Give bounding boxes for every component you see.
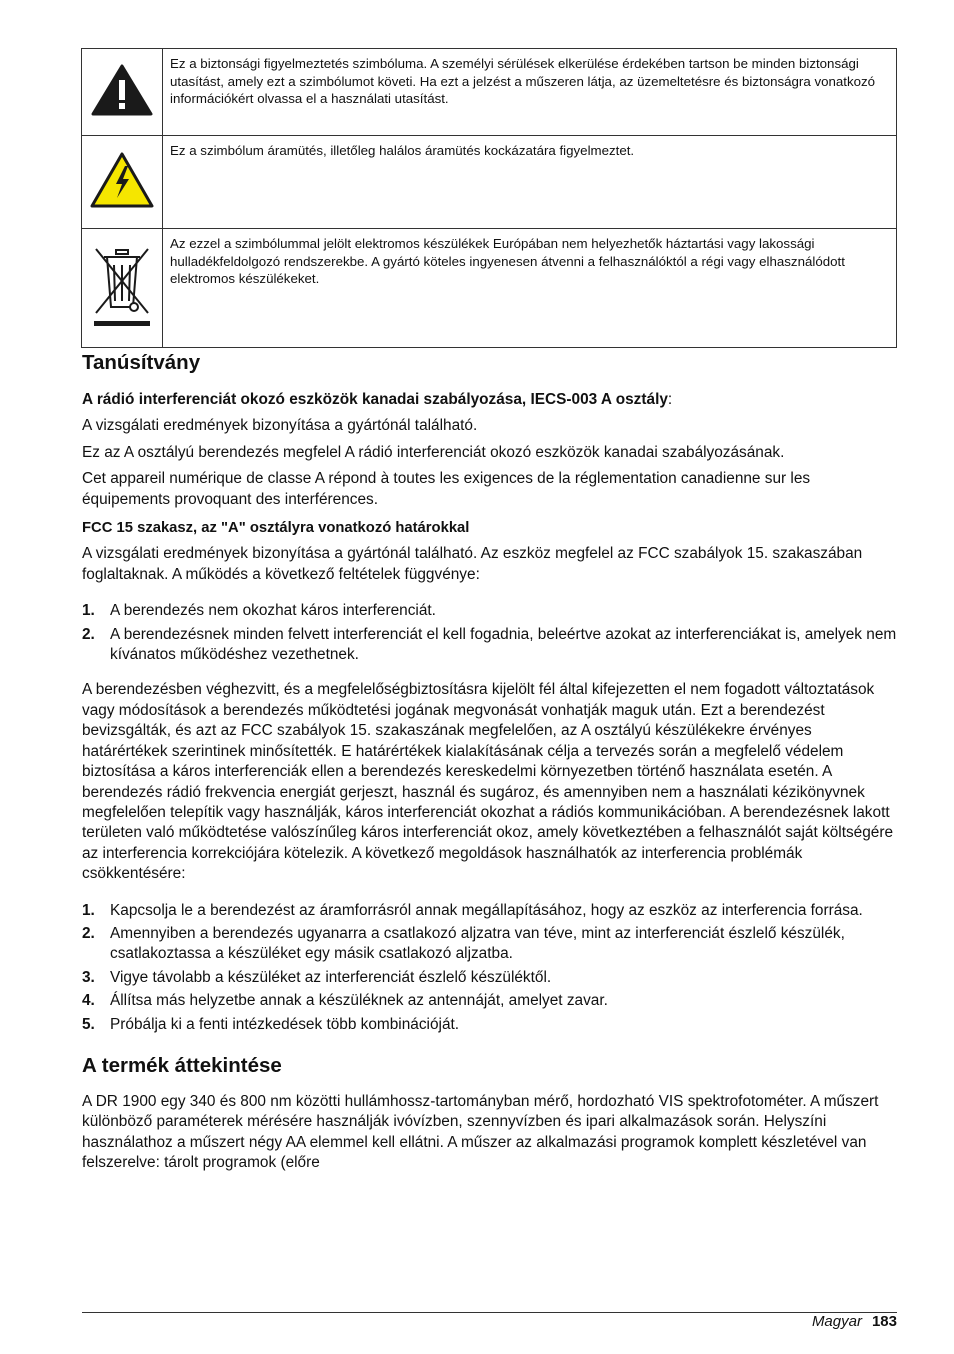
electric-shock-icon <box>89 151 155 209</box>
list-item <box>82 991 897 1011</box>
page-number: 183 <box>871 1313 897 1330</box>
remedies-list <box>82 901 897 1035</box>
conditions-list <box>82 601 897 665</box>
list-number: 2. <box>82 625 95 643</box>
symbol-description: Ez a biztonsági figyelmeztetés szimbóluma. A személyi sérülések elkerülése érdekében tartson be minden biztonsági utasítást, amely ezt a szimbólumot követi. Ha ezt a jelzést a műszeren látja, az üzemeltetésre és biztonságra vonatkozó információkért olvassa el a használati utasítást. <box>163 49 897 136</box>
paragraph: Ez az A osztályú berendezés megfelel A rádió interferenciát okozó eszközök kanadai szabályozásának. <box>82 443 785 461</box>
paragraph-french: Cet appareil numérique de classe A répond à toutes les exigences de la réglementation canadienne sur les équipements provoquant des interférences. <box>82 470 811 508</box>
symbol-icon-cell <box>82 136 163 229</box>
canada-regulation-colon: : <box>667 391 673 408</box>
symbol-row-shock <box>82 136 897 229</box>
canada-regulation-title: A rádió interferenciát okozó eszközök kanadai szabályozása, IECS-003 A osztály <box>82 391 668 408</box>
page-footer <box>812 1313 897 1331</box>
symbol-icon-cell <box>82 229 163 348</box>
list-item <box>82 901 897 921</box>
list-item <box>82 601 897 621</box>
symbol-icon-cell <box>82 49 163 136</box>
list-number: 5. <box>82 1015 95 1033</box>
paragraph: A berendezésben véghezvitt, és a megfelelőségbiztosításra kijelölt fél által kifejezetten el nem fogadott változtatások vagy módosítások a berendezés működtetési jogának megvonását vonhatják maguk után. Ezt a berendezést bevizsgálták, és azt az FCC szabályok 15. szakaszának megfelelően, az A osztályú készülékekre érvényes határértékek szerintinek minősítették. E határértékek kialakításának célja a tervezés során a megfelelő védelem biztosítása a káros interferenciák ellen a berendezés kereskedelmi környezetben történő használata esetén. A berendezés rádió frekvencia energiát gerjeszt, használ és sugároz, és amennyiben nem a használati kézikönyvnek megfelelően telepítik vagy használják, káros interferenciát okozhat a rádiós kommunikációban. A berendezésnek lakott területen való működtetése valószínűleg káros interferenciát okoz, amely következtében a felhasználót saját költségére az interferencia korrekciójára kötelezik. A következő megoldások használhatók az interferencia problémák csökkentésére: <box>82 681 894 883</box>
list-item <box>82 1015 897 1035</box>
list-number: 3. <box>82 968 95 986</box>
list-number: 2. <box>82 924 95 942</box>
paragraph: A vizsgálati eredmények bizonyítása a gyártónál található. Az eszköz megfelel az FCC szabályok 15. szakaszában foglaltaknak. A működés a következő feltételek függvénye: <box>82 545 863 583</box>
footer-divider <box>82 1312 897 1313</box>
list-number: 1. <box>82 901 95 919</box>
symbol-description: Az ezzel a szimbólummal jelölt elektromos készülékek Európában nem helyezhetők háztartási vagy lakossági hulladékfeldolgozó rendszerekbe. A gyártó köteles ingyenesen átvenni a felhasználóktól a régi vagy elhasználódott elektromos készülékeket. <box>163 229 897 348</box>
list-item <box>82 625 897 666</box>
list-text: A berendezés nem okozhat káros interferenciát. <box>110 602 436 620</box>
paragraph: A vizsgálati eredmények bizonyítása a gyártónál található. <box>82 417 478 435</box>
list-item <box>82 924 897 965</box>
list-text: A berendezésnek minden felvett interferenciát el kell fogadnia, beleértve azokat az interferenciákat is, amelyek nem kívánatos működéshez vezethetnek. <box>110 625 897 664</box>
symbol-table <box>81 48 897 348</box>
warning-triangle-icon <box>91 63 153 117</box>
product-overview-heading: A termék áttekintése <box>82 1053 282 1077</box>
list-text: Próbálja ki a fenti intézkedések több kombinációját. <box>110 1015 460 1033</box>
list-text: Vigye távolabb a készüléket az interferenciát észlelő készüléktől. <box>110 968 552 986</box>
symbol-description: Ez a szimbólum áramütés, illetőleg halálos áramütés kockázatára figyelmeztet. <box>163 136 897 229</box>
paragraph: A DR 1900 egy 340 és 800 nm közötti hullámhossz-tartományban mérő, hordozható VIS spektrofotométer. A műszert különböző paraméterek mérésére használják ivóvízben, szennyvízben és ipari alkalmazások során. Helyszíni használathoz a műszert négy AA elemmel kell ellátni. A műszer az alkalmazási programok komplett készletével van felszerelve: tárolt programok (előre <box>82 1092 879 1172</box>
footer-language: Magyar <box>811 1313 862 1330</box>
list-number: 1. <box>82 602 95 620</box>
main-content <box>82 348 897 1174</box>
weee-crossed-bin-icon <box>90 243 154 329</box>
certification-heading: Tanúsítvány <box>82 351 201 374</box>
list-text: Állítsa más helyzetbe annak a készüléknek az antennáját, amelyet zavar. <box>110 992 608 1010</box>
list-number: 4. <box>82 992 95 1010</box>
symbol-row-warning <box>82 49 897 136</box>
symbol-row-weee <box>82 229 897 348</box>
canada-regulation-label <box>82 390 897 410</box>
list-text: Amennyiben a berendezés ugyanarra a csatlakozó aljzatra van téve, mint az interferenciát észlelő készülék, csatlakoztassa a készüléket egy másik csatlakozó aljzatba. <box>110 924 845 963</box>
list-text: Kapcsolja le a berendezést az áramforrásról annak megállapításához, hogy az eszköz az interferencia forrása. <box>110 901 863 919</box>
fcc-label: FCC 15 szakasz, az "A" osztályra vonatkozó határokkal <box>82 520 470 537</box>
list-item <box>82 968 897 988</box>
